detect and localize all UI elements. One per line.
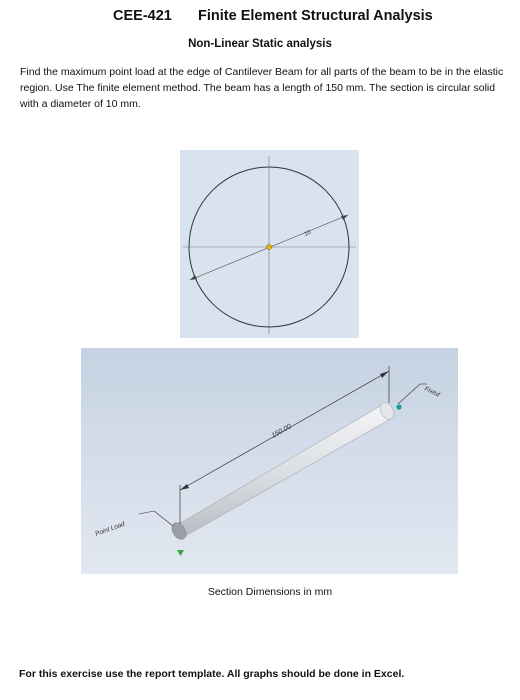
- diameter-label: 10: [303, 229, 312, 238]
- load-leader-line-2: [154, 511, 173, 526]
- length-arrow-left: [180, 484, 189, 490]
- fixed-support-marker: [396, 404, 401, 409]
- figure-caption: Section Dimensions in mm: [207, 586, 333, 598]
- center-point-marker: [266, 244, 271, 249]
- footer-instruction: For this exercise use the report template. All graphs should be done in Excel.: [19, 668, 405, 680]
- length-label: 150.00: [270, 423, 293, 440]
- problem-statement: Find the maximum point load at the edge of Cantilever Beam for all parts of the beam to be in the elastic region. Use The finite element method. The beam has a length of 150 mm. The section is circular solid with a diameter of 10 mm.: [20, 66, 504, 110]
- cross-section-drawing: [180, 150, 359, 338]
- document-header: [0, 6, 520, 26]
- fixed-leader-line: [398, 384, 420, 404]
- beam-drawing: [81, 348, 458, 574]
- document-subtitle: Non-Linear Static analysis: [188, 38, 332, 50]
- fixed-support-label: Fixed: [423, 385, 441, 399]
- cross-section-figure: [180, 150, 359, 338]
- point-load-label: Point Load: [94, 520, 126, 538]
- point-load-marker: [177, 550, 184, 556]
- beam-3d-figure: [81, 348, 458, 574]
- load-leader-line-1: [139, 511, 154, 514]
- course-title: Finite Element Structural Analysis: [198, 8, 433, 24]
- course-code: CEE-421: [113, 8, 172, 24]
- length-arrow-right: [380, 371, 389, 378]
